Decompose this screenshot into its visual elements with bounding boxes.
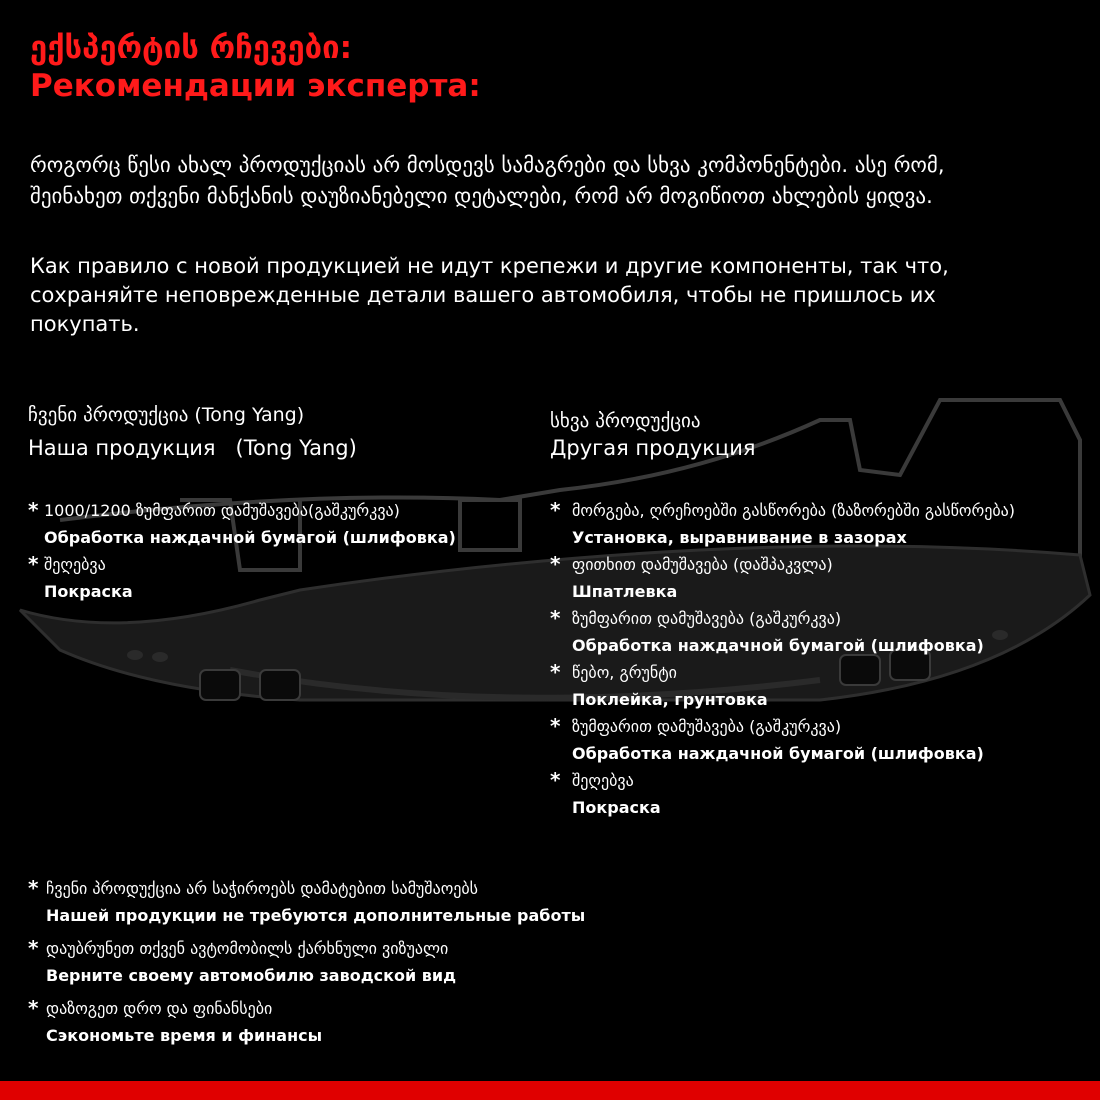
item-georgian: ზუმფარით დამუშავება (გაშკურკვა) bbox=[572, 609, 842, 628]
list-item bbox=[28, 552, 548, 606]
item-georgian: მორგება, ღრეჩოებში გასწორება (ზაზორებში გასწორება) bbox=[572, 501, 1015, 520]
item-russian: Покраска bbox=[44, 582, 133, 601]
asterisk-bullet: * bbox=[28, 552, 39, 576]
item-georgian: დაზოგეთ დრო და ფინანსები bbox=[46, 999, 273, 1018]
asterisk-bullet: * bbox=[28, 876, 39, 900]
intro-russian: Как правило с новой продукцией не идут крепежи и другие компоненты, так что, сохраняйте неповрежденные детали вашего автомобиля, чтобы не пришлось их покупать. bbox=[30, 254, 949, 336]
list-item bbox=[550, 768, 1100, 822]
list-item bbox=[550, 714, 1100, 768]
our-products-heading-georgian: ჩვენი პროდუქცია (Tong Yang) bbox=[28, 404, 305, 426]
item-russian: Сэкономьте время и финансы bbox=[46, 1026, 323, 1045]
asterisk-bullet: * bbox=[28, 498, 39, 522]
item-russian: Покраска bbox=[572, 798, 661, 817]
item-georgian: ჩვენი პროდუქცია არ საჭიროებს დამატებით სამუშაოებს bbox=[46, 879, 479, 898]
asterisk-bullet: * bbox=[28, 996, 39, 1020]
item-russian: Обработка наждачной бумагой (шлифовка) bbox=[572, 636, 984, 655]
asterisk-bullet: * bbox=[550, 552, 561, 576]
item-georgian: შეღებვა bbox=[44, 555, 106, 574]
list-item bbox=[28, 936, 728, 990]
bottom-red-bar bbox=[0, 1081, 1100, 1100]
item-georgian: დაუბრუნეთ თქვენ ავტომობილს ქარხნული ვიზუალი bbox=[46, 939, 449, 958]
item-russian: Установка, выравнивание в зазорах bbox=[572, 528, 907, 547]
item-georgian: წებო, გრუნტი bbox=[572, 663, 677, 682]
asterisk-bullet: * bbox=[28, 936, 39, 960]
list-item bbox=[550, 606, 1100, 660]
other-products-heading-russian: Другая продукция bbox=[550, 436, 756, 460]
our-products-list bbox=[28, 498, 548, 606]
asterisk-bullet: * bbox=[550, 714, 561, 738]
asterisk-bullet: * bbox=[550, 498, 561, 522]
list-item bbox=[550, 660, 1100, 714]
intro-georgian: როგორც წესი ახალ პროდუქციას არ მოსდევს სამაგრები და სხვა კომპონენტები. ასე რომ, შეინახეთ თქვენი მანქანის დაუზიანებელი დეტალები, რომ არ მოგიწიოთ ახლების ყიდვა. bbox=[30, 153, 945, 208]
title-georgian: ექსპერტის რჩევები: bbox=[30, 30, 352, 66]
item-russian: Обработка наждачной бумагой (шлифовка) bbox=[44, 528, 456, 547]
item-russian: Обработка наждачной бумагой (шлифовка) bbox=[572, 744, 984, 763]
list-item bbox=[28, 876, 728, 930]
benefits-list bbox=[28, 876, 728, 1056]
item-georgian: შეღებვა bbox=[572, 771, 634, 790]
other-products-heading-georgian: სხვა პროდუქცია bbox=[550, 410, 701, 432]
list-item bbox=[28, 996, 728, 1050]
asterisk-bullet: * bbox=[550, 660, 561, 684]
item-russian: Верните своему автомобилю заводской вид bbox=[46, 966, 456, 985]
item-russian: Шпатлевка bbox=[572, 582, 678, 601]
other-products-list bbox=[550, 498, 1100, 822]
list-item bbox=[550, 552, 1100, 606]
item-russian: Нашей продукции не требуются дополнительные работы bbox=[46, 906, 586, 925]
our-products-heading-russian: Наша продукция (Tong Yang) bbox=[28, 436, 357, 460]
list-item bbox=[28, 498, 548, 552]
item-georgian: ფითხით დამუშავება (დაშპაკვლა) bbox=[572, 555, 833, 574]
list-item bbox=[550, 498, 1100, 552]
asterisk-bullet: * bbox=[550, 606, 561, 630]
title-russian: Рекомендации эксперта: bbox=[30, 68, 481, 104]
item-georgian: ზუმფარით დამუშავება (გაშკურკვა) bbox=[572, 717, 842, 736]
item-georgian: 1000/1200 ზუმფარით დამუშავება(გაშკურკვა) bbox=[44, 501, 400, 520]
asterisk-bullet: * bbox=[550, 768, 561, 792]
item-russian: Поклейка, грунтовка bbox=[572, 690, 768, 709]
